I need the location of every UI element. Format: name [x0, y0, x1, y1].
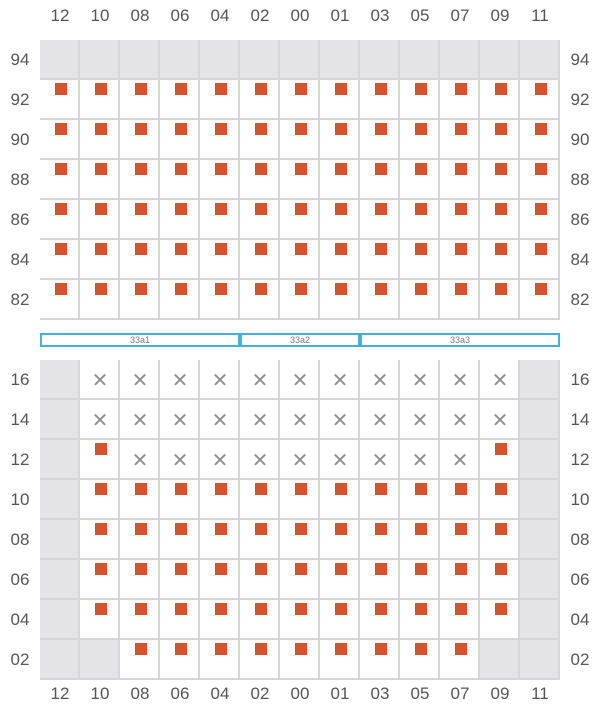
section-33a1[interactable]: 33a1	[40, 333, 240, 347]
row-label-left: 84	[10, 250, 30, 269]
unavailable-seat-icon: ✕	[131, 368, 149, 392]
blocked-cell	[40, 360, 80, 400]
available-seat-marker[interactable]	[255, 283, 267, 295]
row-label-right: 08	[570, 530, 590, 549]
row-label-right: 82	[570, 290, 590, 309]
available-seat-marker[interactable]	[215, 483, 227, 495]
top-col-label: 10	[90, 6, 110, 25]
available-seat-marker[interactable]	[455, 283, 467, 295]
blocked-cell	[520, 40, 560, 80]
unavailable-seat-icon: ✕	[211, 448, 229, 472]
available-seat-marker[interactable]	[175, 203, 187, 215]
blocked-cell	[40, 480, 80, 520]
blocked-cell	[40, 600, 80, 640]
section-33a2[interactable]: 33a2	[240, 333, 360, 347]
available-seat-marker[interactable]	[55, 203, 67, 215]
blocked-cell	[520, 520, 560, 560]
unavailable-seat-icon: ✕	[411, 368, 429, 392]
unavailable-seat-icon: ✕	[251, 368, 269, 392]
available-seat-marker[interactable]	[95, 443, 107, 455]
row-label-left: 16	[10, 370, 30, 389]
row-label-right: 90	[570, 130, 590, 149]
available-seat-marker[interactable]	[135, 523, 147, 535]
available-seat-marker[interactable]	[455, 483, 467, 495]
unavailable-seat-icon: ✕	[131, 408, 149, 432]
available-seat-marker[interactable]	[375, 643, 387, 655]
row-label-right: 86	[570, 210, 590, 229]
row-label-right: 84	[570, 250, 590, 269]
available-seat-marker[interactable]	[535, 203, 547, 215]
available-seat-marker[interactable]	[215, 243, 227, 255]
available-seat-marker[interactable]	[335, 163, 347, 175]
available-seat-marker[interactable]	[135, 163, 147, 175]
blocked-cell	[80, 40, 120, 80]
row-label-right: 12	[570, 450, 590, 469]
available-seat-marker[interactable]	[215, 83, 227, 95]
available-seat-marker[interactable]	[295, 243, 307, 255]
available-seat-marker[interactable]	[535, 83, 547, 95]
available-seat-marker[interactable]	[455, 203, 467, 215]
top-col-label: 01	[330, 6, 350, 25]
available-seat-marker[interactable]	[295, 643, 307, 655]
available-seat-marker[interactable]	[335, 483, 347, 495]
blocked-cell	[520, 600, 560, 640]
available-seat-marker[interactable]	[175, 643, 187, 655]
top-col-label: 00	[290, 6, 310, 25]
row-label-left: 12	[10, 450, 30, 469]
available-seat-marker[interactable]	[255, 483, 267, 495]
available-seat-marker[interactable]	[455, 83, 467, 95]
available-seat-marker[interactable]	[295, 283, 307, 295]
row-label-left: 92	[10, 90, 30, 109]
available-seat-marker[interactable]	[255, 523, 267, 535]
top-col-label: 02	[250, 6, 270, 25]
blocked-cell	[440, 40, 480, 80]
blocked-cell	[520, 440, 560, 480]
top-col-label: 07	[450, 6, 470, 25]
top-col-label: 04	[210, 6, 230, 25]
blocked-cell	[520, 400, 560, 440]
row-label-right: 16	[570, 370, 590, 389]
blocked-cell	[160, 40, 200, 80]
unavailable-seat-icon: ✕	[451, 408, 469, 432]
unavailable-seat-icon: ✕	[451, 448, 469, 472]
available-seat-marker[interactable]	[215, 203, 227, 215]
available-seat-marker[interactable]	[495, 443, 507, 455]
available-seat-marker[interactable]	[535, 243, 547, 255]
available-seat-marker[interactable]	[375, 563, 387, 575]
bottom-col-label: 00	[290, 684, 310, 703]
available-seat-marker[interactable]	[255, 563, 267, 575]
available-seat-marker[interactable]	[295, 483, 307, 495]
row-label-left: 10	[10, 490, 30, 509]
available-seat-marker[interactable]	[415, 283, 427, 295]
available-seat-marker[interactable]	[455, 643, 467, 655]
available-seat-marker[interactable]	[455, 563, 467, 575]
blocked-cell	[40, 440, 80, 480]
available-seat-marker[interactable]	[255, 643, 267, 655]
available-seat-marker[interactable]	[175, 603, 187, 615]
available-seat-marker[interactable]	[295, 203, 307, 215]
available-seat-marker[interactable]	[415, 123, 427, 135]
bottom-col-label: 04	[210, 684, 230, 703]
unavailable-seat-icon: ✕	[451, 368, 469, 392]
row-label-left: 04	[10, 610, 30, 629]
available-seat-marker[interactable]	[375, 243, 387, 255]
available-seat-marker[interactable]	[295, 563, 307, 575]
available-seat-marker[interactable]	[175, 523, 187, 535]
row-label-right: 10	[570, 490, 590, 509]
row-label-left: 14	[10, 410, 30, 429]
blocked-cell	[400, 40, 440, 80]
row-label-left: 90	[10, 130, 30, 149]
blocked-cell	[40, 400, 80, 440]
available-seat-marker[interactable]	[255, 123, 267, 135]
section-33a3[interactable]: 33a3	[360, 333, 560, 347]
blocked-cell	[120, 40, 160, 80]
bottom-col-label: 10	[90, 684, 110, 703]
available-seat-marker[interactable]	[175, 563, 187, 575]
available-seat-marker[interactable]	[495, 243, 507, 255]
available-seat-marker[interactable]	[175, 163, 187, 175]
available-seat-marker[interactable]	[495, 603, 507, 615]
available-seat-marker[interactable]	[295, 83, 307, 95]
available-seat-marker[interactable]	[95, 603, 107, 615]
available-seat-marker[interactable]	[135, 203, 147, 215]
available-seat-marker[interactable]	[95, 163, 107, 175]
row-label-right: 14	[570, 410, 590, 429]
blocked-cell	[480, 640, 520, 680]
row-label-right: 02	[570, 650, 590, 669]
available-seat-marker[interactable]	[135, 123, 147, 135]
available-seat-marker[interactable]	[255, 603, 267, 615]
blocked-cell	[40, 560, 80, 600]
available-seat-marker[interactable]	[415, 483, 427, 495]
blocked-cell	[320, 40, 360, 80]
bottom-col-label: 09	[490, 684, 510, 703]
available-seat-marker[interactable]	[495, 523, 507, 535]
available-seat-marker[interactable]	[175, 83, 187, 95]
available-seat-marker[interactable]	[375, 83, 387, 95]
available-seat-marker[interactable]	[95, 123, 107, 135]
bottom-col-label: 07	[450, 684, 470, 703]
available-seat-marker[interactable]	[215, 603, 227, 615]
row-label-left: 06	[10, 570, 30, 589]
row-label-left: 86	[10, 210, 30, 229]
unavailable-seat-icon: ✕	[251, 448, 269, 472]
available-seat-marker[interactable]	[495, 123, 507, 135]
unavailable-seat-icon: ✕	[171, 368, 189, 392]
unavailable-seat-icon: ✕	[251, 408, 269, 432]
available-seat-marker[interactable]	[135, 83, 147, 95]
available-seat-marker[interactable]	[175, 123, 187, 135]
blocked-cell	[520, 480, 560, 520]
available-seat-marker[interactable]	[335, 203, 347, 215]
available-seat-marker[interactable]	[295, 123, 307, 135]
top-col-label: 08	[130, 6, 150, 25]
available-seat-marker[interactable]	[55, 123, 67, 135]
top-col-label: 12	[50, 6, 70, 25]
row-label-left: 88	[10, 170, 30, 189]
available-seat-marker[interactable]	[495, 203, 507, 215]
bottom-col-label: 12	[50, 684, 70, 703]
available-seat-marker[interactable]	[495, 83, 507, 95]
unavailable-seat-icon: ✕	[331, 408, 349, 432]
available-seat-marker[interactable]	[495, 163, 507, 175]
bottom-col-label: 05	[410, 684, 430, 703]
blocked-cell	[360, 40, 400, 80]
available-seat-marker[interactable]	[215, 283, 227, 295]
available-seat-marker[interactable]	[95, 203, 107, 215]
available-seat-marker[interactable]	[415, 643, 427, 655]
blocked-cell	[200, 40, 240, 80]
available-seat-marker[interactable]	[135, 283, 147, 295]
available-seat-marker[interactable]	[415, 163, 427, 175]
unavailable-seat-icon: ✕	[291, 448, 309, 472]
available-seat-marker[interactable]	[535, 123, 547, 135]
unavailable-seat-icon: ✕	[171, 448, 189, 472]
available-seat-marker[interactable]	[495, 563, 507, 575]
blocked-cell	[40, 520, 80, 560]
available-seat-marker[interactable]	[135, 243, 147, 255]
available-seat-marker[interactable]	[415, 203, 427, 215]
bottom-col-label: 06	[170, 684, 190, 703]
available-seat-marker[interactable]	[175, 483, 187, 495]
available-seat-marker[interactable]	[175, 283, 187, 295]
unavailable-seat-icon: ✕	[331, 448, 349, 472]
bottom-col-label: 08	[130, 684, 150, 703]
blocked-cell	[240, 40, 280, 80]
blocked-cell	[520, 360, 560, 400]
unavailable-seat-icon: ✕	[491, 368, 509, 392]
bottom-col-label: 01	[330, 684, 350, 703]
unavailable-seat-icon: ✕	[371, 448, 389, 472]
available-seat-marker[interactable]	[375, 523, 387, 535]
available-seat-marker[interactable]	[415, 563, 427, 575]
row-label-right: 88	[570, 170, 590, 189]
row-label-right: 94	[570, 50, 590, 69]
available-seat-marker[interactable]	[215, 523, 227, 535]
row-label-right: 92	[570, 90, 590, 109]
unavailable-seat-icon: ✕	[91, 368, 109, 392]
available-seat-marker[interactable]	[295, 603, 307, 615]
available-seat-marker[interactable]	[375, 283, 387, 295]
available-seat-marker[interactable]	[495, 483, 507, 495]
unavailable-seat-icon: ✕	[411, 448, 429, 472]
available-seat-marker[interactable]	[135, 563, 147, 575]
available-seat-marker[interactable]	[255, 83, 267, 95]
available-seat-marker[interactable]	[215, 563, 227, 575]
available-seat-marker[interactable]	[335, 243, 347, 255]
unavailable-seat-icon: ✕	[411, 408, 429, 432]
unavailable-seat-icon: ✕	[211, 408, 229, 432]
available-seat-marker[interactable]	[415, 523, 427, 535]
available-seat-marker[interactable]	[335, 563, 347, 575]
row-label-right: 06	[570, 570, 590, 589]
unavailable-seat-icon: ✕	[491, 408, 509, 432]
blocked-cell	[280, 40, 320, 80]
available-seat-marker[interactable]	[255, 203, 267, 215]
available-seat-marker[interactable]	[135, 603, 147, 615]
available-seat-marker[interactable]	[255, 243, 267, 255]
unavailable-seat-icon: ✕	[371, 368, 389, 392]
unavailable-seat-icon: ✕	[371, 408, 389, 432]
available-seat-marker[interactable]	[335, 603, 347, 615]
top-col-label: 09	[490, 6, 510, 25]
unavailable-seat-icon: ✕	[131, 448, 149, 472]
unavailable-seat-icon: ✕	[211, 368, 229, 392]
top-col-label: 06	[170, 6, 190, 25]
unavailable-seat-icon: ✕	[331, 368, 349, 392]
available-seat-marker[interactable]	[415, 83, 427, 95]
available-seat-marker[interactable]	[455, 243, 467, 255]
available-seat-marker[interactable]	[135, 643, 147, 655]
row-label-left: 02	[10, 650, 30, 669]
top-col-label: 05	[410, 6, 430, 25]
blocked-cell	[40, 640, 80, 680]
available-seat-marker[interactable]	[375, 603, 387, 615]
available-seat-marker[interactable]	[455, 523, 467, 535]
available-seat-marker[interactable]	[375, 483, 387, 495]
blocked-cell	[40, 40, 80, 80]
available-seat-marker[interactable]	[335, 283, 347, 295]
blocked-cell	[520, 640, 560, 680]
unavailable-seat-icon: ✕	[291, 408, 309, 432]
bottom-col-label: 11	[531, 684, 549, 703]
available-seat-marker[interactable]	[335, 83, 347, 95]
row-label-left: 82	[10, 290, 30, 309]
row-label-left: 08	[10, 530, 30, 549]
top-col-label: 03	[370, 6, 390, 25]
bottom-col-label: 02	[250, 684, 270, 703]
available-seat-marker[interactable]	[335, 643, 347, 655]
blocked-cell	[520, 560, 560, 600]
available-seat-marker[interactable]	[95, 83, 107, 95]
available-seat-marker[interactable]	[95, 483, 107, 495]
available-seat-marker[interactable]	[415, 603, 427, 615]
unavailable-seat-icon: ✕	[91, 408, 109, 432]
available-seat-marker[interactable]	[175, 243, 187, 255]
available-seat-marker[interactable]	[535, 283, 547, 295]
available-seat-marker[interactable]	[95, 283, 107, 295]
available-seat-marker[interactable]	[55, 163, 67, 175]
available-seat-marker[interactable]	[375, 163, 387, 175]
available-seat-marker[interactable]	[375, 203, 387, 215]
blocked-cell	[480, 40, 520, 80]
unavailable-seat-icon: ✕	[171, 408, 189, 432]
available-seat-marker[interactable]	[95, 563, 107, 575]
bottom-col-label: 03	[370, 684, 390, 703]
blocked-cell	[80, 640, 120, 680]
available-seat-marker[interactable]	[415, 243, 427, 255]
available-seat-marker[interactable]	[455, 123, 467, 135]
available-seat-marker[interactable]	[95, 243, 107, 255]
available-seat-marker[interactable]	[55, 283, 67, 295]
available-seat-marker[interactable]	[215, 123, 227, 135]
available-seat-marker[interactable]	[295, 523, 307, 535]
available-seat-marker[interactable]	[215, 643, 227, 655]
available-seat-marker[interactable]	[375, 123, 387, 135]
available-seat-marker[interactable]	[55, 243, 67, 255]
available-seat-marker[interactable]	[335, 523, 347, 535]
available-seat-marker[interactable]	[295, 163, 307, 175]
available-seat-marker[interactable]	[135, 483, 147, 495]
available-seat-marker[interactable]	[95, 523, 107, 535]
available-seat-marker[interactable]	[535, 163, 547, 175]
available-seat-marker[interactable]	[335, 123, 347, 135]
available-seat-marker[interactable]	[255, 163, 267, 175]
top-col-label: 11	[531, 6, 549, 25]
available-seat-marker[interactable]	[55, 83, 67, 95]
row-label-left: 94	[10, 50, 30, 69]
available-seat-marker[interactable]	[455, 163, 467, 175]
available-seat-marker[interactable]	[495, 283, 507, 295]
unavailable-seat-icon: ✕	[291, 368, 309, 392]
available-seat-marker[interactable]	[215, 163, 227, 175]
row-label-right: 04	[570, 610, 590, 629]
available-seat-marker[interactable]	[455, 603, 467, 615]
